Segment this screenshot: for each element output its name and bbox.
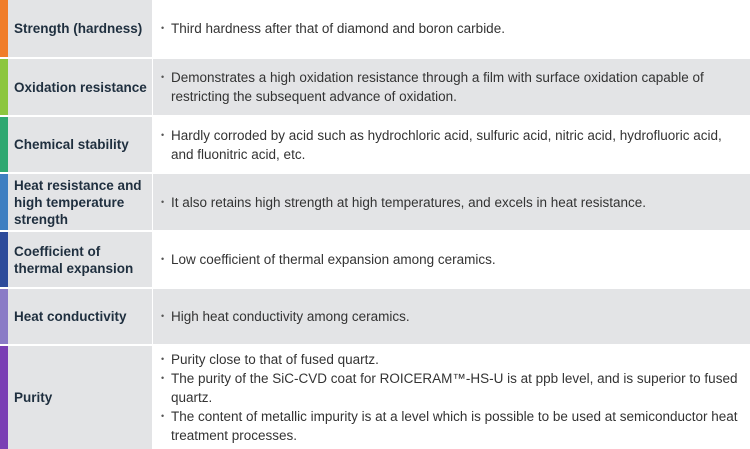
bullet-item: • The content of metallic impurity is at a level which is possible to be used at semiconductor heat treatment processes.: [161, 407, 744, 445]
row-label-cell: [0, 174, 153, 230]
row-label-cell: [0, 117, 153, 172]
row-label-cell: [0, 289, 153, 344]
row-label: Chemical stability: [14, 137, 129, 152]
bullet-item: • Low coefficient of thermal expansion among ceramics.: [161, 250, 744, 269]
table-row-oxidation: [0, 59, 750, 117]
table-row-thermal-expansion: [0, 232, 750, 289]
accent-bar: [0, 59, 8, 115]
bullet-item: • Purity close to that of fused quartz.: [161, 350, 744, 369]
row-label-cell: [0, 59, 153, 115]
accent-bar: [0, 117, 8, 172]
row-label: Coefficient of thermal expansion: [14, 243, 134, 276]
accent-bar: [0, 174, 8, 230]
row-label: Purity: [14, 390, 53, 405]
row-content: [153, 59, 750, 115]
bullet-item: • Hardly corroded by acid such as hydrochloric acid, sulfuric acid, nitric acid, hydrofluoric acid, and fluonitric acid, etc.: [161, 126, 744, 164]
row-content: [153, 346, 750, 449]
accent-bar: [0, 0, 8, 57]
table-row-purity: [0, 346, 750, 449]
row-label-cell: [0, 232, 153, 287]
row-label: Heat resistance and high temperature strength: [14, 177, 142, 227]
bullet-item: • It also retains high strength at high temperatures, and excels in heat resistance.: [161, 193, 744, 212]
accent-bar: [0, 346, 8, 449]
row-content: [153, 174, 750, 230]
row-content: [153, 232, 750, 287]
table-row-chemical: [0, 117, 750, 174]
row-label: Oxidation resistance: [14, 79, 147, 95]
row-label-cell: [0, 346, 153, 449]
table-row-heat-conductivity: [0, 289, 750, 346]
table-row-strength: [0, 0, 750, 59]
row-content: [153, 289, 750, 344]
bullet-item: • Third hardness after that of diamond and boron carbide.: [161, 19, 744, 38]
table-row-heat-resistance: [0, 174, 750, 232]
bullet-item: • Demonstrates a high oxidation resistance through a film with surface oxidation capable of restricting the subsequent advance of oxidation.: [161, 68, 744, 106]
row-label: Heat conductivity: [14, 309, 127, 324]
row-label: Strength (hardness): [14, 21, 143, 36]
bullet-item: • High heat conductivity among ceramics.: [161, 307, 744, 326]
row-label-cell: [0, 0, 153, 57]
row-content: [153, 117, 750, 172]
bullet-item: • The purity of the SiC-CVD coat for ROICERAM™-HS-U is at ppb level, and is superior to fused quartz.: [161, 369, 744, 407]
accent-bar: [0, 289, 8, 344]
accent-bar: [0, 232, 8, 287]
row-content: [153, 0, 750, 57]
